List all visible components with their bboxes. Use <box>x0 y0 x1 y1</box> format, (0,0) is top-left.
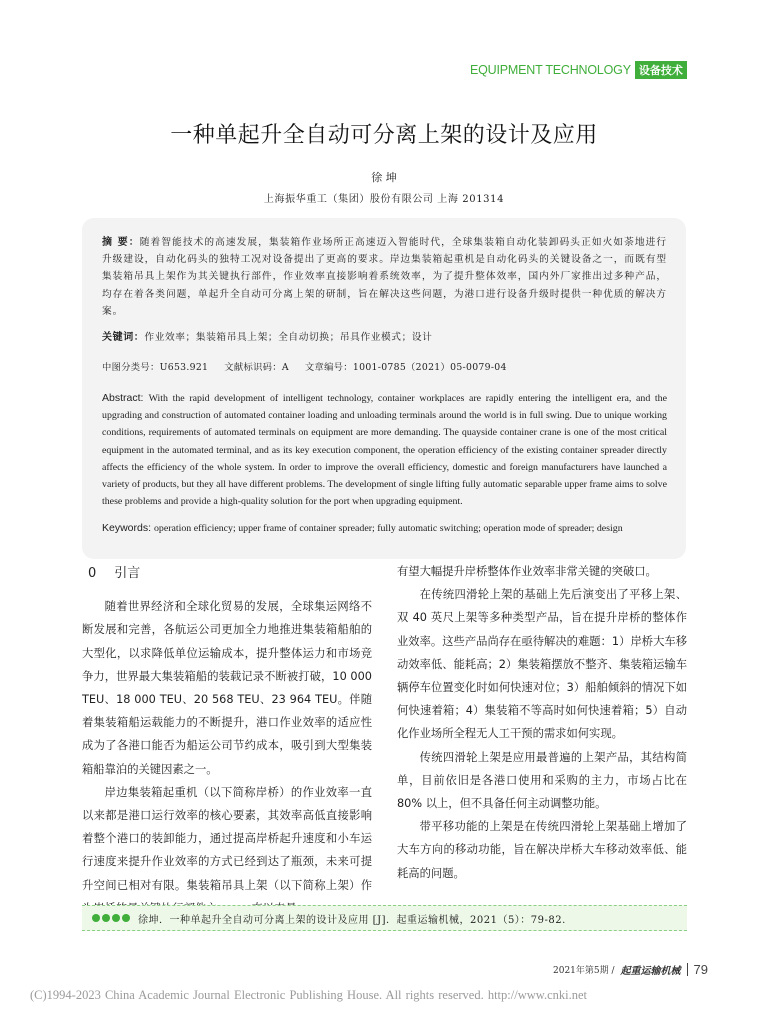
section-header <box>470 62 687 78</box>
article-number: 文章编号：1001-0785（2021）05-0079-04 <box>304 362 507 374</box>
abstract-cn-label: 摘 要： <box>102 237 140 248</box>
citation-bar <box>82 905 687 931</box>
magazine-name: 起重运输机械 <box>620 966 681 977</box>
body-paragraph: 带平移功能的上架是在传统四滑轮上架基础上增加了大车方向的移动功能，旨在解决岸桥大车移动效率低、能耗高的问题。 <box>397 820 687 880</box>
page-number: 79 <box>693 962 708 977</box>
body-paragraph: 随着世界经济和全球化贸易的发展，全球集运网络不断发展和完善，各航运公司更加全力地推进集装箱船舶的大型化，以求降低单位运输成本，提升整体运力和市场竞争力，世界最大集装箱船的装载记录不断被打破，10 000 TEU、18 000 TEU、20 568 TEU、23 964 TEU。伴随着集装箱船运载能力的不断提升，港口作业效率的适应性成为了各港口能否为船运公司节约成本，吸引到大型集装箱船靠泊的关键因素之一。 <box>82 600 372 776</box>
abstract-en-text: With the rapid development of intelligent technology, container workplaces are rapidly entering the intelligent era, and the upgrading and construction of automated container loading and unloading terminals around the world is in full swing. Due to unique working conditions, requirements of automated terminals on equipment are more demanding. The quayside container crane is one of the most critical equipment in the automated terminal, and as its key execution component, the operation efficiency of the existing container spreader directly affects the efficiency of the whole system. In order to improve the overall efficiency, domestic and foreign manufacturers have launched a variety of products, but they all have different problems. The development of single lifting fully automatic separable upper frame aims to solve these problems and provide a high-quality solution for the port when upgrading equipment. <box>102 393 667 508</box>
body-paragraph: 有望大幅提升岸桥整体作业效率非常关键的突破口。 <box>397 565 657 578</box>
section-label-cn: 设备技术 <box>635 61 687 79</box>
clc-number: 中图分类号：U653.921 <box>102 362 209 374</box>
keywords-en-label: Keywords: <box>102 522 154 535</box>
keywords-cn-text: 作业效率；集装箱吊具上架；全自动切换；吊具作业模式；设计 <box>144 332 433 344</box>
document-code: 文献标识码：A <box>224 362 289 374</box>
body-paragraph: 传统四滑轮上架是应用最普遍的上架产品，其结构简单，目前依旧是各港口使用和采购的主力，市场占比在 80% 以上，但不具备任何主动调整功能。 <box>397 750 687 811</box>
abstract-box <box>82 218 686 559</box>
keywords-en <box>102 520 667 537</box>
section-label-en: EQUIPMENT TECHNOLOGY <box>470 63 631 77</box>
classification-meta <box>102 360 667 376</box>
section-title: 引言 <box>114 566 141 581</box>
keywords-cn-label: 关键词： <box>102 332 145 344</box>
section-number: 0 <box>88 566 97 581</box>
body-column-right <box>397 560 687 885</box>
article-title: 一种单起升全自动可分离上架的设计及应用 <box>170 123 598 148</box>
abstract-en <box>102 390 667 510</box>
article-affiliation: 上海振华重工（集团）股份有限公司 上海 201314 <box>263 194 505 205</box>
abstract-cn <box>102 234 667 320</box>
bullet-dots-icon <box>92 914 130 922</box>
body-paragraph: 在传统四滑轮上架的基础上先后演变出了平移上架、双 40 英尺上架等多种类型产品，旨在提升岸桥的整体作业效率。这些产品尚存在亟待解决的难题：1）岸桥大车移动效率低、能耗高；2）集装箱摆放不整齐、集装箱运输车辆停车位置变化时如何快速对位；3）船舶倾斜的情况下如何快速着箱；4）集装箱不等高时如何快速着箱；5）自动化作业场所全程无人工干预的需求如何实现。 <box>397 588 687 741</box>
body-column-left <box>82 562 372 920</box>
keywords-cn <box>102 330 667 346</box>
section-heading-intro <box>82 562 372 585</box>
citation-text: 徐坤．一种单起升全自动可分离上架的设计及应用 [J]．起重运输机械，2021（5）：79-82. <box>138 914 566 926</box>
article-author: 徐 坤 <box>371 171 397 184</box>
body-paragraph: 岸边集装箱起重机（以下简称岸桥）的作业效率一直以来都是港口运行效率的核心要素，其效率高低直接影响着整个港口的装卸能力，通过提高岸桥起升速度和小车运行速度来提升作业效率的方式已经到达了瓶颈，未来可提升空间已相对有限。集装箱吊具上架（以下简称上架）作 <box>82 785 372 892</box>
footer-divider <box>687 963 688 976</box>
keywords-en-text: operation efficiency; upper frame of container spreader; fully automatic switching; operation mode of spreader; design <box>153 523 623 535</box>
page-footer <box>553 962 708 977</box>
abstract-en-label: Abstract: <box>102 392 149 405</box>
issue-label: 2021年第5期 / <box>553 966 615 976</box>
abstract-cn-text: 随着智能技术的高速发展，集装箱作业场所正高速迈入智能时代，全球集装箱自动化装卸码头正如火如荼地进行升级建设，自动化码头的独特工况对设备提出了更高的要求。岸边集装箱起重机是自动化码头的关键设备之一，而既有型集装箱吊具上架作为其关键执行部件，作业效率直接影响着系统效率，为了提升整体效率，国内外厂家推出过多种产品，均存在着各类问题，单起升全自动可分离上架的研制，旨在解决这些问题，为港口进行设备升级时提供一种优质的解决方案。 <box>102 237 667 317</box>
copyright-notice: (C)1994-2023 China Academic Journal Electronic Publishing House. All rights reserved. http://www.cnki.net <box>30 988 588 1002</box>
